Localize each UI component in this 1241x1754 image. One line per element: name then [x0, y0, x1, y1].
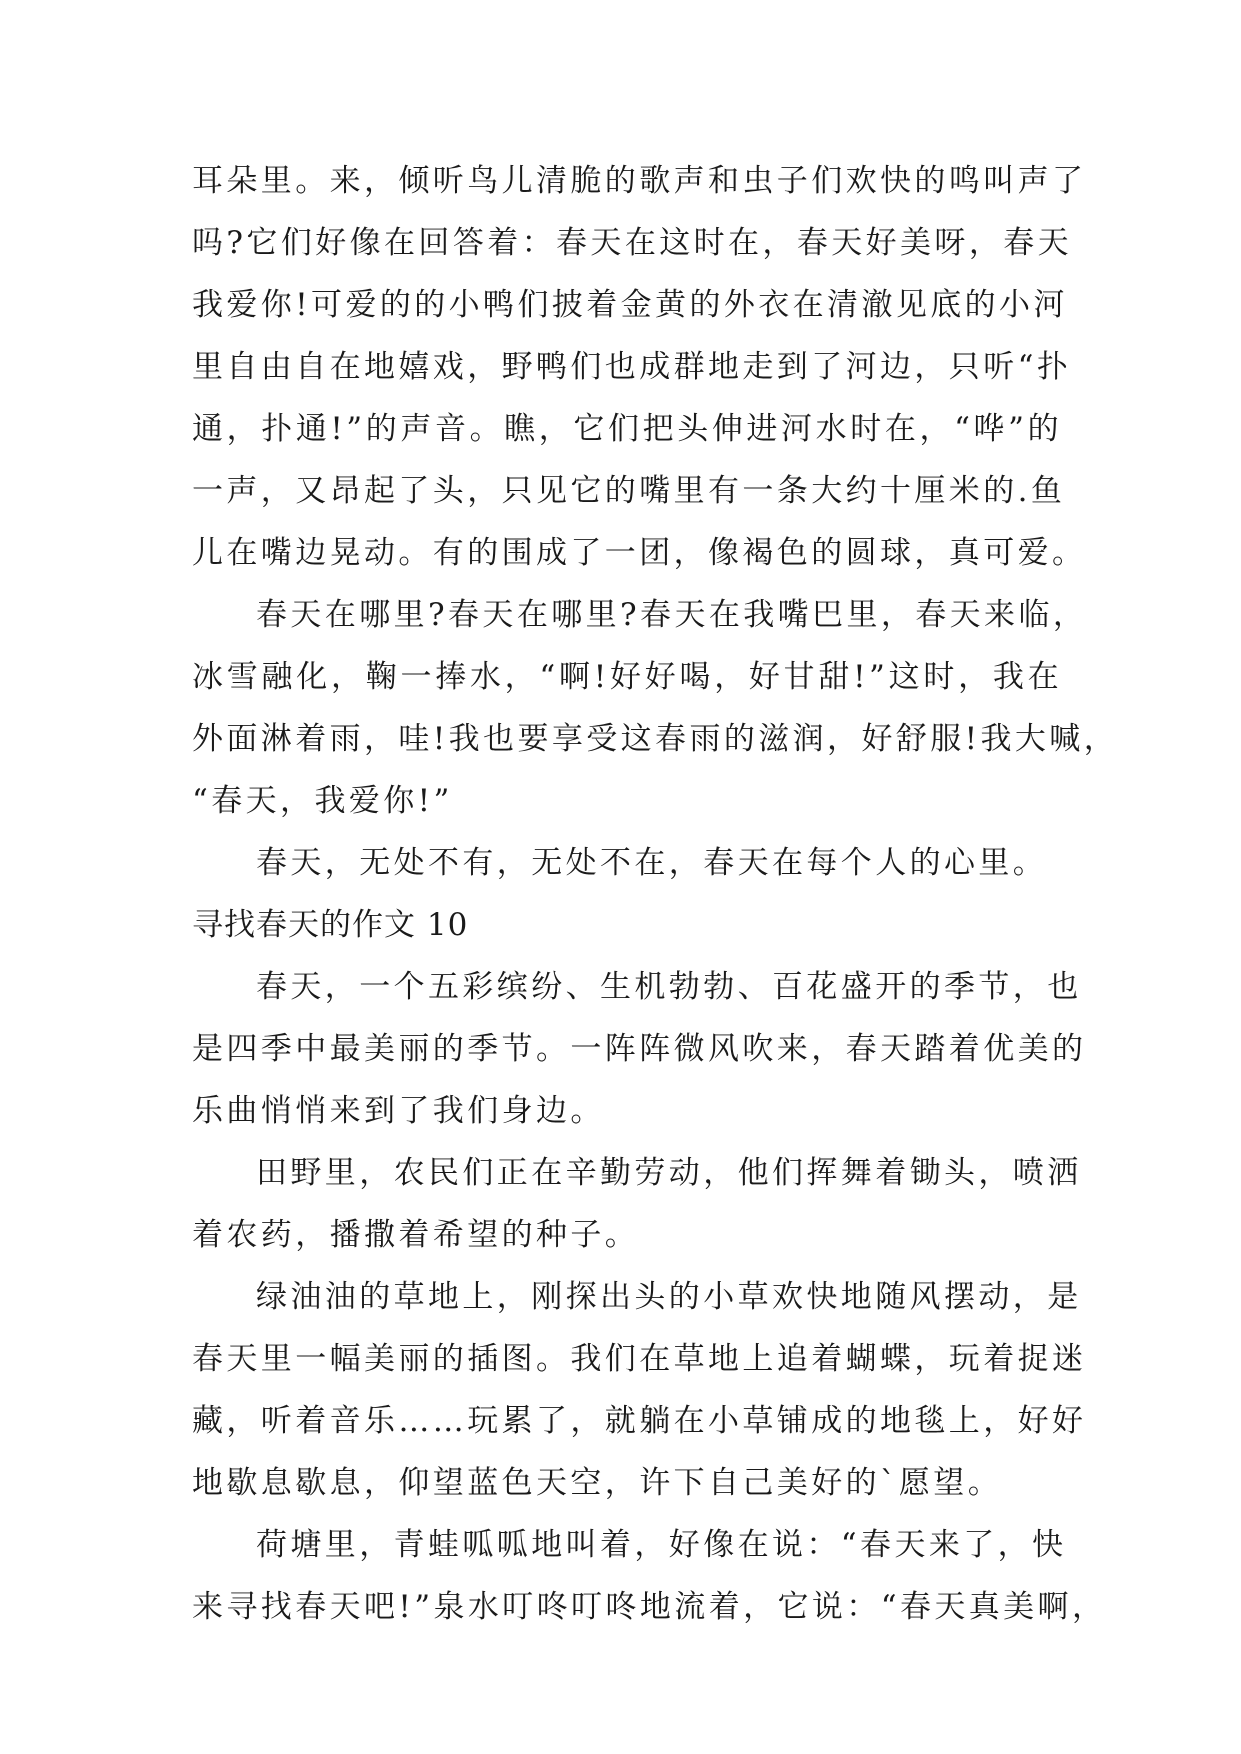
- paragraph-line: 春天，一个五彩缤纷、生机勃勃、百花盛开的季节，也: [256, 969, 1082, 1005]
- paragraph-line: 绿油油的草地上，刚探出头的小草欢快地随风摆动，是: [256, 1279, 1082, 1315]
- paragraph-line: 冰雪融化，鞠一捧水，“啊!好好喝，好甘甜!”这时，我在: [192, 659, 1062, 695]
- paragraph-line: 春天，无处不有，无处不在，春天在每个人的心里。: [256, 845, 1048, 881]
- paragraph-line: 田野里，农民们正在辛勤劳动，他们挥舞着锄头，喷洒: [256, 1155, 1082, 1191]
- paragraph-line: 一声，又昂起了头，只见它的嘴里有一条大约十厘米的.鱼: [192, 473, 1066, 509]
- paragraph-line: 外面淋着雨，哇!我也要享受这春雨的滋润，好舒服!我大喊，: [192, 721, 1119, 757]
- paragraph-line: 着农药，播撒着希望的种子。: [192, 1217, 640, 1253]
- section-heading: 寻找春天的作文 10: [192, 907, 469, 943]
- paragraph-line: 春天在哪里?春天在哪里?春天在我嘴巴里，春天来临，: [256, 597, 1088, 633]
- paragraph-line: 荷塘里，青蛙呱呱地叫着，好像在说：“春天来了，快: [256, 1527, 1067, 1563]
- paragraph-line: 是四季中最美丽的季节。一阵阵微风吹来，春天踏着优美的: [192, 1031, 1087, 1067]
- paragraph-line: 儿在嘴边晃动。有的围成了一团，像褐色的圆球，真可爱。: [192, 535, 1087, 571]
- paragraph-line: 藏，听着音乐……玩累了，就躺在小草铺成的地毯上，好好: [192, 1403, 1087, 1439]
- paragraph-line: “春天，我爱你!”: [192, 783, 453, 819]
- paragraph-line: 里自由自在地嬉戏，野鸭们也成群地走到了河边，只听“扑: [192, 349, 1072, 385]
- paragraph-line: 地歇息歇息，仰望蓝色天空，许下自己美好的`愿望。: [192, 1465, 1003, 1501]
- paragraph-line: 春天里一幅美丽的插图。我们在草地上追着蝴蝶，玩着捉迷: [192, 1341, 1087, 1377]
- paragraph-line: 耳朵里。来，倾听鸟儿清脆的歌声和虫子们欢快的鸣叫声了: [192, 163, 1087, 199]
- paragraph-line: 乐曲悄悄来到了我们身边。: [192, 1093, 605, 1129]
- paragraph-line: 来寻找春天吧!”泉水叮咚叮咚地流着，它说：“春天真美啊，: [192, 1589, 1107, 1625]
- essay-body: [192, 150, 1119, 1638]
- paragraph-line: 我爱你!可爱的的小鸭们披着金黄的外衣在清澈见底的小河: [192, 287, 1068, 323]
- paragraph-line: 吗?它们好像在回答着：春天在这时在，春天好美呀，春天: [192, 225, 1073, 261]
- paragraph-line: 通，扑通!”的声音。瞧，它们把头伸进河水时在，“哗”的: [192, 411, 1062, 447]
